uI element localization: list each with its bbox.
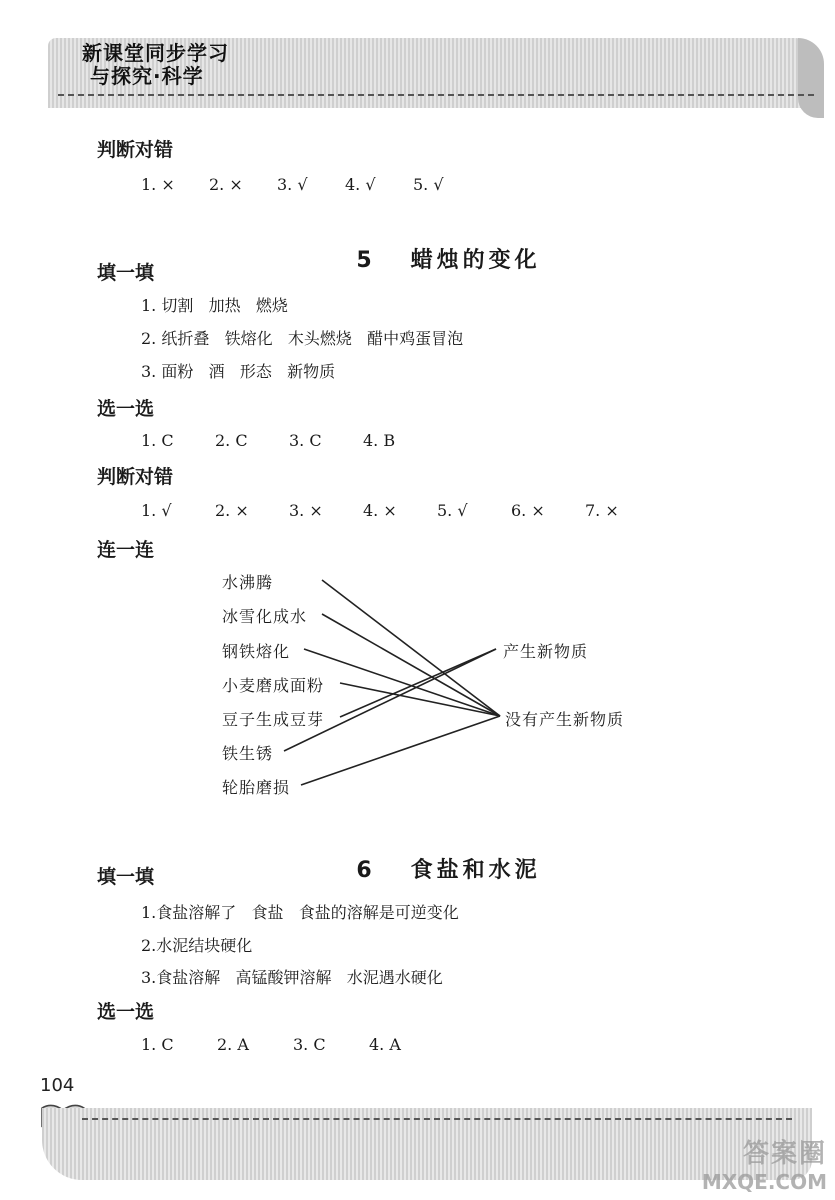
answer-item: 3. C (293, 1035, 326, 1054)
footer-banner (42, 1108, 812, 1180)
answer-item: 2. C (215, 431, 248, 450)
watermark-line2: MXQE.COM (701, 1170, 827, 1194)
answer-item: 1. √ (141, 501, 172, 520)
answer-item: 4. B (363, 431, 396, 450)
chapter-title: 食盐和水泥 (410, 858, 541, 883)
fill-answer-line: 1.食盐溶解了 食盐 食盐的溶解是可逆变化 (141, 903, 459, 922)
answer-item: 2. × (209, 175, 243, 194)
answer-item: 4. √ (345, 175, 376, 194)
section-title-choose: 选一选 (97, 398, 155, 420)
page-number: 104 (40, 1075, 75, 1096)
site-watermark (702, 1133, 827, 1194)
answer-item: 1. C (141, 431, 174, 450)
book-title-line1: 新课堂同步学习 (82, 41, 229, 65)
answer-item: 4. A (369, 1035, 401, 1054)
match-left-item: 轮胎磨损 (222, 778, 291, 797)
section-title-connect: 连一连 (97, 539, 155, 561)
answer-item: 1. C (141, 1035, 174, 1054)
match-line (301, 716, 500, 785)
match-left-item: 小麦磨成面粉 (222, 676, 325, 695)
section-title-fill: 填一填 (97, 866, 155, 888)
match-right-item: 产生新物质 (503, 642, 589, 661)
fill-answer-line: 3.食盐溶解 高锰酸钾溶解 水泥遇水硬化 (141, 968, 443, 987)
answer-item: 3. × (289, 501, 323, 520)
match-left-item: 水沸腾 (222, 573, 274, 592)
choose-answers (141, 1035, 445, 1054)
fill-answer-line: 3. 面粉 酒 形态 新物质 (141, 362, 336, 381)
chapter-heading (333, 828, 541, 884)
match-line (322, 580, 500, 716)
match-left-item: 冰雪化成水 (222, 607, 308, 626)
chapter-title: 蜡烛的变化 (410, 248, 541, 273)
fill-answer-line: 2.水泥结块硬化 (141, 936, 253, 955)
answer-item: 5. √ (413, 175, 444, 194)
answer-item: 3. √ (277, 175, 308, 194)
answer-item: 4. × (363, 501, 397, 520)
answer-item: 6. × (511, 501, 545, 520)
section-title-fill: 填一填 (97, 262, 155, 284)
answer-item: 2. A (217, 1035, 249, 1054)
match-left-item: 钢铁熔化 (222, 642, 291, 661)
match-right-item: 没有产生新物质 (505, 710, 625, 729)
section-title-judge-top: 判断对错 (97, 139, 174, 161)
answer-item: 5. √ (437, 501, 468, 520)
book-title-line2: 与探究·科学 (90, 64, 204, 88)
match-line (284, 649, 496, 751)
section-title-choose: 选一选 (97, 1001, 155, 1023)
chapter-number: 6 (356, 858, 376, 883)
footer-divider (82, 1118, 792, 1120)
answer-item: 3. C (289, 431, 322, 450)
fill-answer-line: 2. 纸折叠 铁熔化 木头燃烧 醋中鸡蛋冒泡 (141, 329, 464, 348)
match-left-item: 铁生锈 (222, 744, 274, 763)
answer-item: 1. × (141, 175, 175, 194)
watermark-line1: 答案圈 (742, 1139, 827, 1169)
fill-answer-line: 1. 切割 加热 燃烧 (141, 296, 288, 315)
answer-item: 2. × (215, 501, 249, 520)
chapter-number: 5 (356, 248, 376, 273)
answer-item: 7. × (585, 501, 619, 520)
section-title-judge: 判断对错 (97, 466, 174, 488)
match-left-item: 豆子生成豆芽 (222, 710, 325, 729)
